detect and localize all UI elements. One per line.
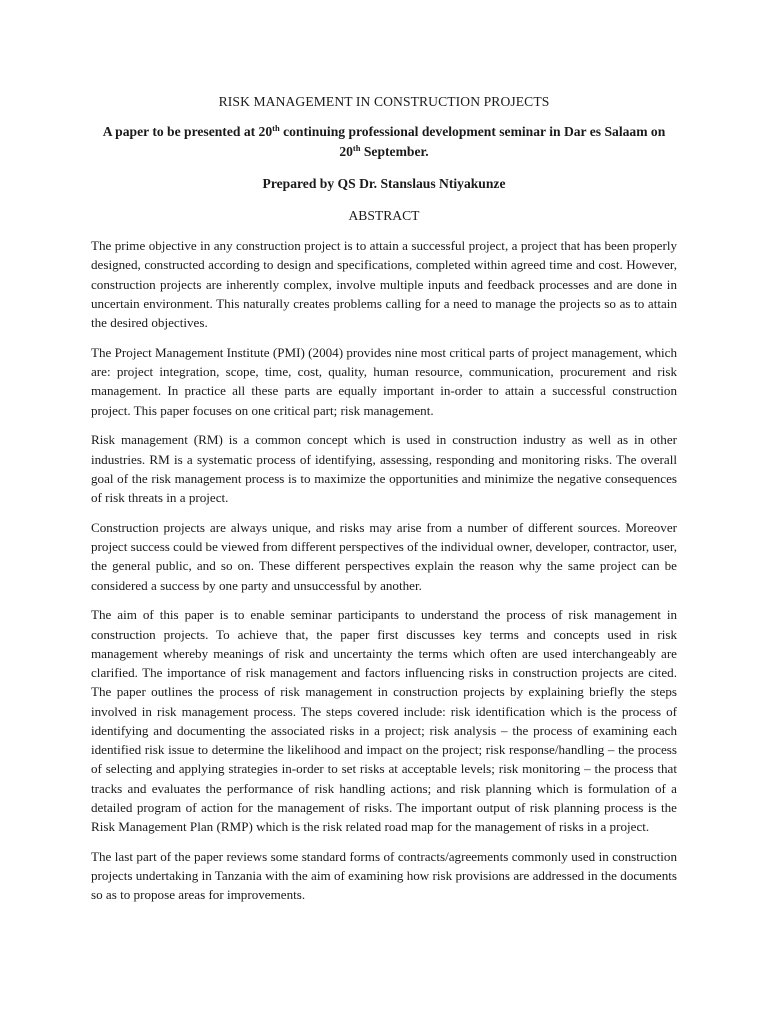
author-line: Prepared by QS Dr. Stanslaus Ntiyakunze (262, 176, 506, 191)
abstract-heading: ABSTRACT (348, 208, 420, 223)
abstract-paragraph-1: The prime objective in any construction project is to attain a successful project, a project that has been properly designed, constructed according to design and specifications, completed within agreed time and cost. However, construction projects are inherently complex, involve multiple inputs and feedback processes and are done in uncertain environment. This naturally creates problems calling for a need to manage the projects so as to attain the desired objectives. (91, 238, 677, 330)
document-title: RISK MANAGEMENT IN CONSTRUCTION PROJECTS (218, 94, 550, 109)
subtitle-text-3: September. (360, 144, 429, 159)
abstract-paragraph-4: Construction projects are always unique, and risks may arise from a number of different sources. Moreover project success could be viewed from different perspectives of the individual owner, developer, contractor, user, the general public, and so on. These different perspectives explain the reason why the same project can be considered a success by one party and unsuccessful by another. (91, 519, 677, 593)
subtitle-superscript-1: th (272, 123, 280, 133)
subtitle-superscript-2: th (352, 143, 361, 153)
abstract-paragraph-5: The aim of this paper is to enable seminar participants to understand the process of risk management in construction projects. To achieve that, the paper first discusses key terms and concepts used in risk management whereby meanings of risk and uncertainty the terms which often are used interchangeably are clarified. The importance of risk management and factors influencing risks in construction projects are cited. The paper outlines the process of risk management in construction projects by explaining briefly the steps involved in risk management process. The steps covered include: risk identification which is the process of identifying and documenting the associated risks in a project; risk analysis – the process of examining each identified risk issue to determine the likelihood and impact on the project; risk response/handling – the process of selecting and applying strategies in-order to set risks at acceptable levels; risk monitoring – the process that tracks and evaluates the performance of risk handling actions; and risk planning which is formulation of a detailed program of action for the management of risks. The important output of risk planning process is the Risk Management Plan (RMP) which is the risk related road map for the management of risks in a project. (91, 607, 677, 834)
subtitle-text-1: A paper to be presented at 20 (102, 124, 273, 139)
subtitle-text-2: continuing professional development seminar in Dar es Salaam on 20 (279, 124, 666, 159)
abstract-paragraph-3: Risk management (RM) is a common concept which is used in construction industry as well as in other industries. RM is a systematic process of identifying, assessing, responding and monitoring risks. The overall goal of the risk management process is to maximize the opportunities and minimize the negative consequences of risk threats in a project. (91, 432, 677, 505)
document-subtitle (91, 122, 677, 162)
abstract-paragraph-2: The Project Management Institute (PMI) (2004) provides nine most critical parts of project management, which are: project integration, scope, time, cost, quality, human resource, communication, procurement and risk management. In practice all these parts are equally important in-order to attain a successful construction project. This paper focuses on one critical part; risk management. (91, 344, 677, 418)
abstract-paragraph-6: The last part of the paper reviews some standard forms of contracts/agreements commonly used in construction projects undertaking in Tanzania with the aim of examining how risk provisions are addressed in the documents so as to propose areas for improvements. (91, 848, 677, 903)
document-body (91, 92, 677, 915)
